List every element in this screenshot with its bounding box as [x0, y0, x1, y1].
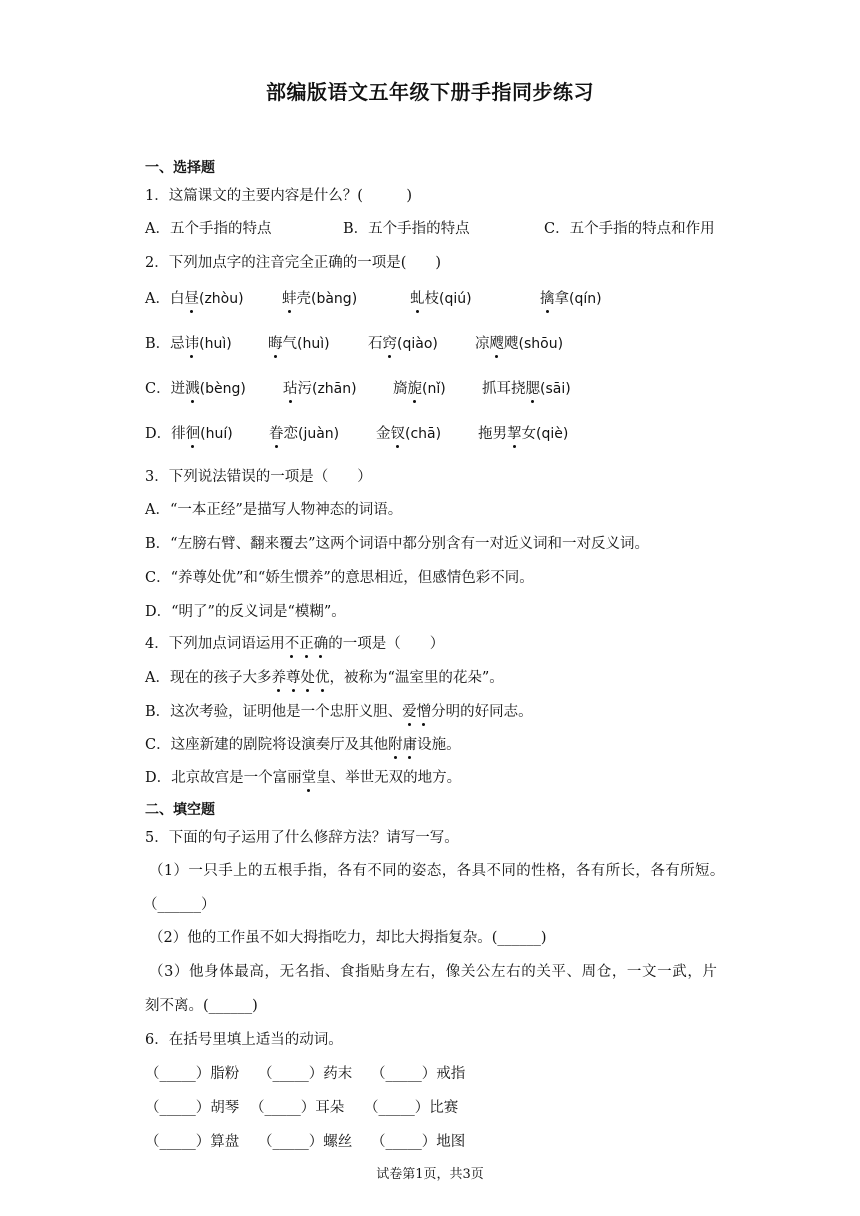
question-2-stem: 2．下列加点字的注音完全正确的一项是( ): [145, 255, 442, 271]
pinyin: (qiè): [536, 426, 569, 442]
dotted-character: 尊: [285, 670, 301, 686]
section-heading-choice: 一、选择题: [145, 160, 215, 176]
dotted-phrase: [388, 737, 417, 753]
question-3-option-c: C．“养尊处优”和“娇生惯养”的意思相近，但感情色彩不同。: [145, 570, 534, 586]
word-text: 气: [282, 336, 297, 352]
question-2-option-b-word-2: [268, 334, 330, 354]
dotted-character: 堂: [301, 770, 317, 786]
dotted-character: 不: [284, 636, 300, 652]
question-6-blank[interactable]: （_____）耳朵: [250, 1100, 345, 1116]
dotted-phrase: [402, 704, 431, 720]
option-label: D．: [145, 426, 172, 442]
dotted-phrase: [271, 670, 329, 686]
question-2-option-c-word-2: [283, 379, 357, 399]
dotted-character: 养: [271, 670, 286, 686]
word-text: 徘: [171, 426, 186, 442]
question-4-option-c: [145, 735, 461, 755]
option-text: 分明的好同志。: [431, 704, 533, 720]
dotted-character: 旎: [407, 381, 422, 397]
option-text: 设施。: [417, 737, 461, 753]
word-text: 拿: [554, 291, 569, 307]
stem-text: 的一项是（ ）: [328, 636, 445, 652]
pinyin: (huí): [200, 426, 233, 442]
dotted-character: 正: [299, 636, 314, 652]
pinyin: (qín): [569, 291, 602, 307]
pinyin: (bèng): [199, 381, 246, 397]
dotted-character: 腮: [525, 381, 540, 397]
question-2-option-c-word-3: [393, 379, 446, 399]
dotted-character: 擒: [540, 291, 555, 307]
dotted-character: 蚌: [282, 291, 297, 307]
question-2-option-d-word-4: [478, 424, 568, 444]
question-6-blank[interactable]: （_____）脂粉: [145, 1066, 240, 1082]
question-2-option-d-word-2: [269, 424, 339, 444]
question-6-stem: 6．在括号里填上适当的动词。: [145, 1032, 343, 1048]
question-2-option-c: [145, 379, 246, 399]
pinyin: (zhòu): [198, 291, 244, 307]
question-2-option-a: [145, 289, 244, 309]
pinyin: (huì): [297, 336, 330, 352]
option-label: A．: [145, 291, 170, 307]
word-text: 迸: [170, 381, 186, 397]
option-text: C．这座新建的剧院将设演奏厅及其他: [145, 737, 389, 753]
question-4-option-a: [145, 668, 504, 688]
question-1-option-c: C．五个手指的特点和作用: [544, 221, 715, 237]
option-text: A．现在的孩子大多: [145, 670, 272, 686]
word-text: 白: [169, 291, 185, 307]
question-6-blank[interactable]: （_____）戒指: [371, 1066, 466, 1082]
question-1-option-a: A．五个手指的特点: [145, 221, 272, 237]
stem-text: 4．下列加点词语运用: [145, 636, 285, 652]
question-6-blank[interactable]: （_____）地图: [371, 1134, 466, 1150]
question-6-blank[interactable]: （_____）药末: [258, 1066, 353, 1082]
dotted-character: 昼: [184, 291, 199, 307]
question-2-option-a-word-2: [282, 289, 357, 309]
question-4-option-d: [145, 768, 461, 788]
word-text: 金: [376, 426, 391, 442]
word-text: 拖男: [478, 426, 507, 442]
question-5-sentence-2: （2）他的工作虽不如大拇指吃力，却比大拇指复杂。(______): [149, 930, 547, 946]
dotted-character: 徊: [185, 426, 201, 442]
question-2-option-d: [145, 424, 233, 444]
question-5-blank-1[interactable]: （______）: [143, 897, 216, 913]
dotted-character: 庸: [402, 737, 418, 753]
question-2-option-a-word-3: [410, 289, 472, 309]
question-5-stem: 5．下面的句子运用了什么修辞方法？请写一写。: [145, 830, 459, 846]
question-4-stem: [145, 634, 444, 654]
dotted-character: 钗: [390, 426, 405, 442]
dotted-character: 爱: [402, 704, 417, 720]
word-text: 污: [297, 381, 312, 397]
word-text: 忌: [170, 336, 185, 352]
question-1-option-b: B．五个手指的特点: [343, 221, 470, 237]
pinyin: (qiào): [397, 336, 438, 352]
pinyin: (zhān): [312, 381, 357, 397]
question-3-stem: 3．下列说法错误的一项是（ ）: [145, 469, 372, 485]
question-1-stem: 1．这篇课文的主要内容是什么？( ): [145, 188, 413, 204]
question-2-option-c-word-4: [482, 379, 571, 399]
pinyin: (qiú): [439, 291, 472, 307]
question-2-option-a-word-4: [540, 289, 602, 309]
dotted-phrase: [302, 770, 317, 786]
pinyin: (chā): [405, 426, 442, 442]
dotted-character: 飕: [489, 336, 504, 352]
dotted-character: 玷: [283, 381, 298, 397]
question-3-option-b: B．“左膀右臂、翻来覆去”这两个词语中都分别含有一对近义词和一对反义词。: [145, 536, 649, 552]
option-label: C．: [145, 381, 171, 397]
dotted-character: 眷: [269, 426, 284, 442]
question-4-option-b: [145, 702, 533, 722]
question-2-option-b: [145, 334, 232, 354]
word-text: 石: [368, 336, 383, 352]
page-title: 部编版语文五年级下册手指同步练习: [266, 80, 594, 104]
word-text: 壳: [296, 291, 311, 307]
question-6-blank[interactable]: （_____）胡琴: [145, 1100, 240, 1116]
option-text: B．这次考验，证明他是一个忠肝义胆、: [145, 704, 403, 720]
dotted-character: 处: [300, 670, 315, 686]
dotted-phrase: [285, 636, 329, 652]
question-6-blank[interactable]: （_____）算盘: [145, 1134, 240, 1150]
pinyin: (bàng): [311, 291, 358, 307]
word-text: 凉: [475, 336, 490, 352]
word-text: 恋: [283, 426, 298, 442]
pinyin: (sāi): [540, 381, 571, 397]
dotted-character: 挈: [507, 426, 522, 442]
word-text: 枝: [424, 291, 439, 307]
question-3-option-a: A．“一本正经”是描写人物神态的词语。: [145, 502, 403, 518]
dotted-character: 溅: [185, 381, 200, 397]
pinyin: (juàn): [298, 426, 340, 442]
option-text: ，被称为“温室里的花朵”。: [329, 670, 504, 686]
dotted-character: 确: [313, 636, 329, 652]
page-footer: 试卷第1页，共3页: [376, 1167, 484, 1182]
word-text: 抓耳挠: [482, 381, 526, 397]
dotted-character: 窍: [382, 336, 397, 352]
question-6-blank[interactable]: （_____）比赛: [364, 1100, 459, 1116]
word-text: 旖: [393, 381, 408, 397]
word-text: 飕: [504, 336, 519, 352]
dotted-character: 虬: [410, 291, 425, 307]
question-3-option-d: D．“明了”的反义词是“模糊”。: [145, 604, 346, 620]
dotted-character: 憎: [416, 704, 432, 720]
option-text: 皇、举世无双的地方。: [316, 770, 462, 786]
pinyin: (huì): [199, 336, 232, 352]
section-heading-fill-in: 二、填空题: [145, 802, 215, 818]
dotted-character: 附: [388, 737, 403, 753]
pinyin: (shōu): [518, 336, 564, 352]
question-5-sentence-3-cont: 刻不离。(______): [145, 998, 258, 1014]
word-text: 女: [521, 426, 536, 442]
option-label: B．: [145, 336, 171, 352]
pinyin: (nǐ): [422, 381, 446, 397]
question-6-blank[interactable]: （_____）螺丝: [258, 1134, 353, 1150]
dotted-character: 晦: [268, 336, 283, 352]
question-5-sentence-1: （1）一只手上的五根手指，各有不同的姿态，各具不同的性格，各有所长，各有所短。: [149, 863, 725, 879]
dotted-character: 优: [314, 670, 330, 686]
question-2-option-d-word-3: [376, 424, 441, 444]
question-5-sentence-3: （3）他身体最高，无名指、食指贴身左右，像关公左右的关平、周仓，一文一武，片: [149, 964, 718, 980]
question-2-option-b-word-3: [368, 334, 438, 354]
option-text: D．北京故宫是一个富丽: [145, 770, 302, 786]
question-2-option-b-word-4: [475, 334, 563, 354]
dotted-character: 讳: [184, 336, 200, 352]
